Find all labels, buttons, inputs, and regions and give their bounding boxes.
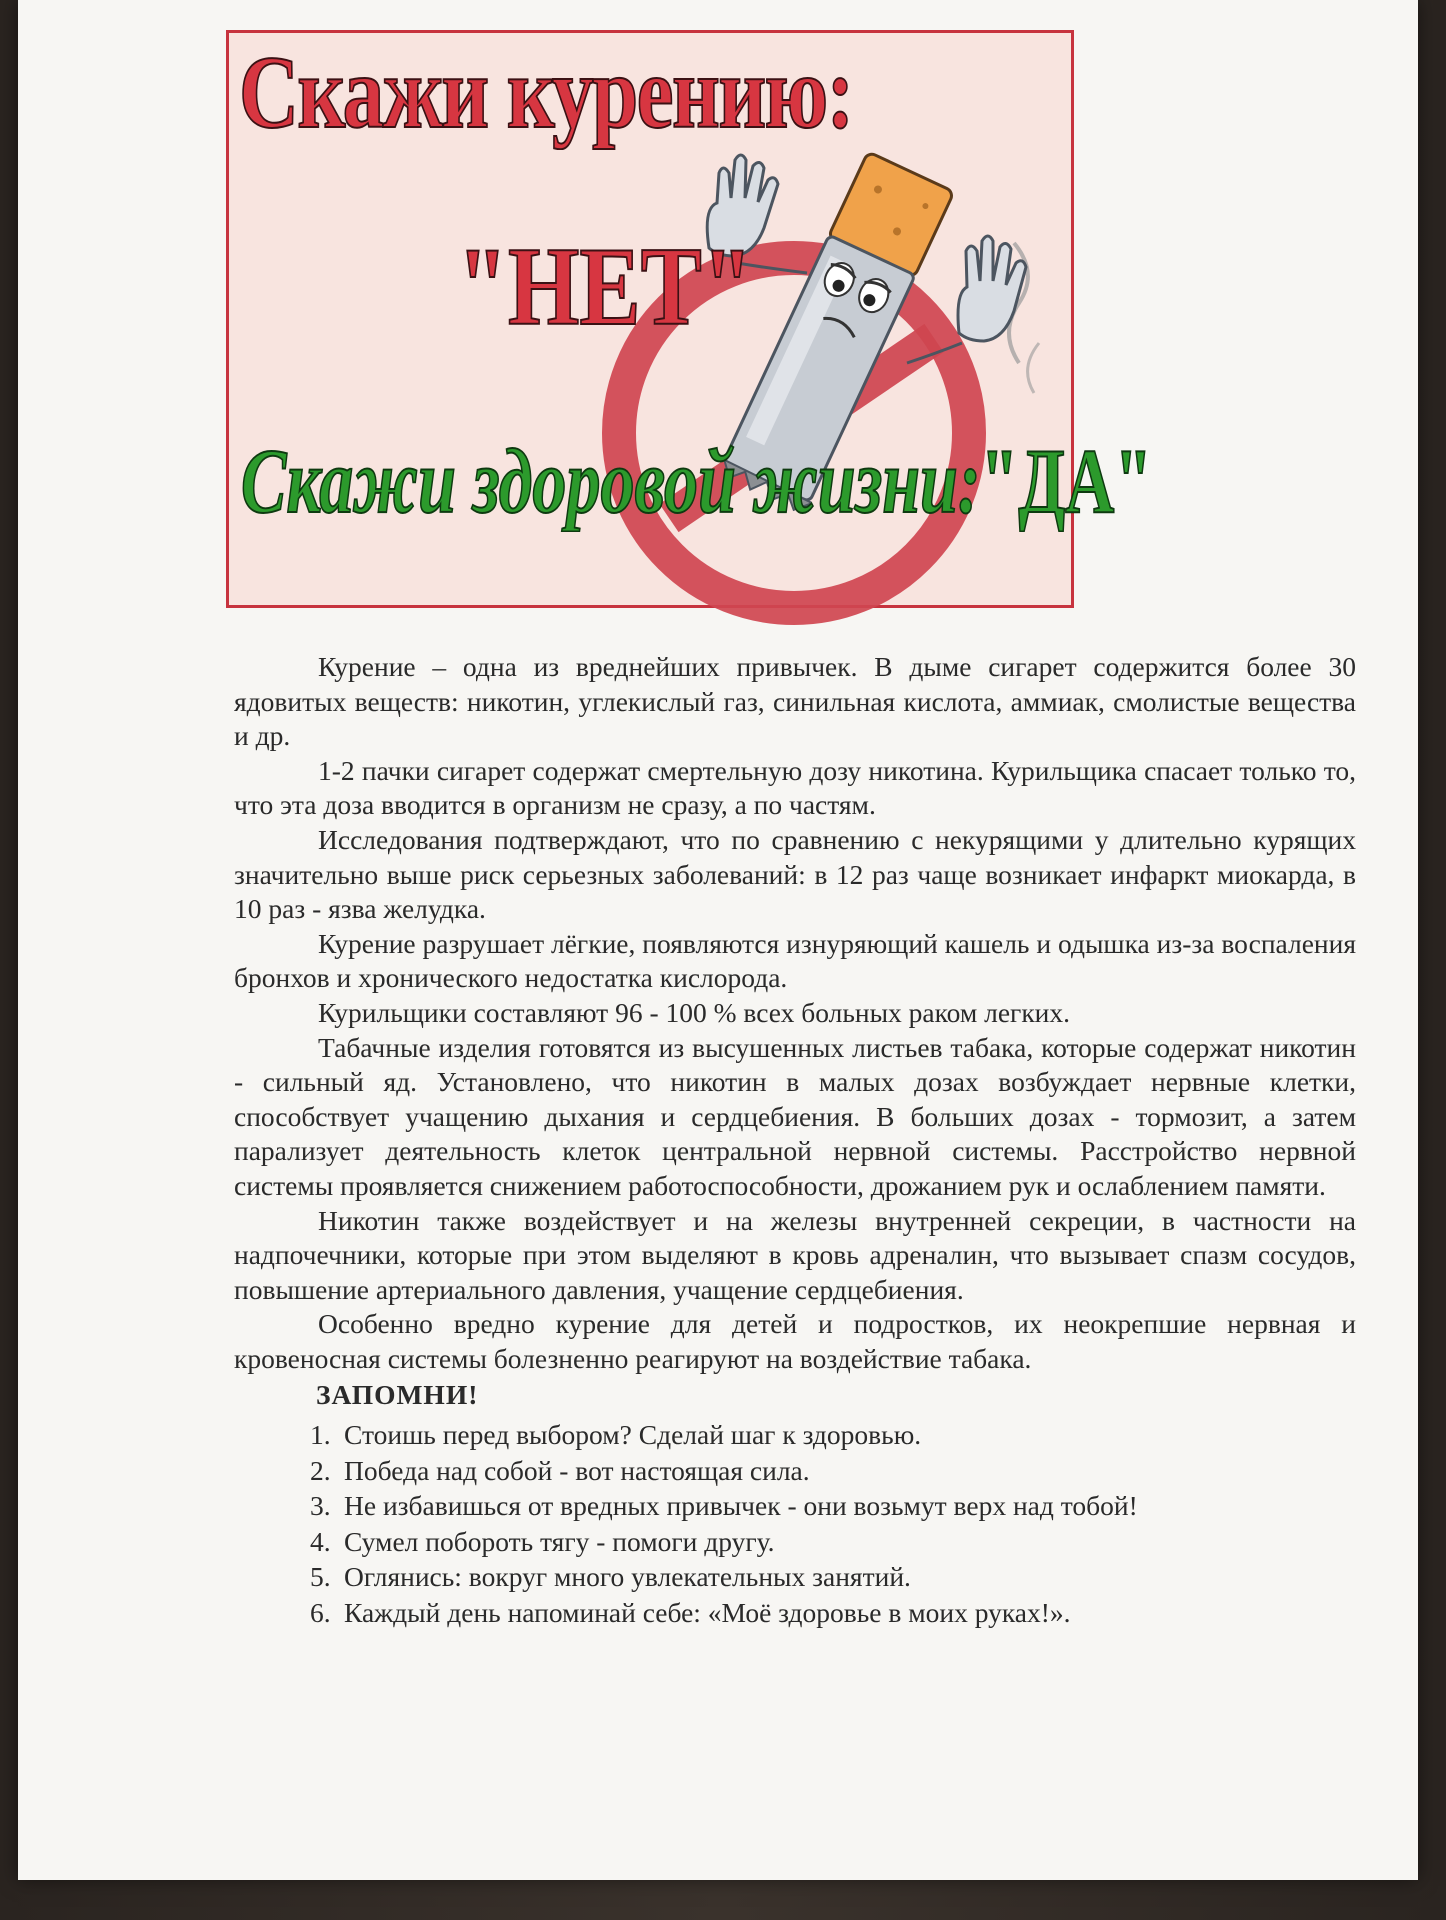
list-number: 3.	[310, 1490, 331, 1522]
paragraph: Табачные изделия готовятся из высушенных листьев табака, которые содержат никотин - сильный яд. Установлено, что никотин в малых дозах возбуждает нервные клетки, способствует учащению дыхания и сердцебиения. В больших дозах - тормозит, а затем парализует деятельность клеток центральной нервной системы. Расстройство нервной системы проявляется снижением работоспособности, дрожанием рук и ослаблением памяти.	[234, 1031, 1356, 1201]
remember-heading: ЗАПОМНИ!	[316, 1379, 479, 1411]
list-item	[310, 1524, 1356, 1560]
list-text: Сумел побороть тягу - помоги другу.	[344, 1525, 775, 1557]
poster-yes-line	[241, 428, 1152, 534]
list-item	[310, 1488, 1356, 1524]
paragraph: Курение разрушает лёгкие, появляются изнуряющий кашель и одышка из-за воспаления бронхов и хронического недостатка кислорода.	[234, 927, 1356, 994]
paragraph: Исследования подтверждают, что по сравнению с некурящими у длительно курящих значительно выше риск серьезных заболеваний: в 12 раз чаще возникает инфаркт миокарда, в 10 раз - язва желудка.	[234, 823, 1356, 925]
list-number: 6.	[310, 1596, 331, 1628]
poster-title: Скажи курению:	[239, 35, 853, 150]
paragraph: 1-2 пачки сигарет содержат смертельную дозу никотина. Курильщика спасает только то, что эта доза вводится в организм не сразу, а по частям.	[234, 754, 1356, 821]
list-text: Стоишь перед выбором? Сделай шаг к здоровью.	[344, 1419, 922, 1451]
list-number: 1.	[310, 1419, 331, 1451]
paper-sheet	[18, 0, 1418, 1880]
rules-list	[234, 1417, 1356, 1630]
list-item	[310, 1595, 1356, 1631]
poster-no-word: "НЕТ"	[457, 225, 753, 349]
anti-smoking-poster	[226, 30, 1153, 608]
list-item	[310, 1417, 1356, 1453]
list-text: Оглянись: вокруг много увлекательных занятий.	[344, 1561, 911, 1593]
list-text: Каждый день напоминай себе: «Моё здоровье в моих руках!».	[344, 1596, 1071, 1628]
list-item	[310, 1559, 1356, 1595]
article-body	[234, 650, 1356, 1630]
paragraph: Курильщики составляют 96 - 100 % всех больных раком легких.	[318, 996, 1071, 1028]
paragraph: Никотин также воздействует и на железы внутренней секреции, в частности на надпочечники, которые при этом выделяют в кровь адреналин, что вызывает спазм сосудов, повышение артериального давления, учащение сердцебиения.	[234, 1204, 1356, 1305]
list-number: 4.	[310, 1525, 331, 1557]
list-number: 2.	[310, 1454, 331, 1486]
poster-yes-word: "ДА"	[980, 430, 1153, 532]
list-number: 5.	[310, 1561, 331, 1593]
list-item	[310, 1453, 1356, 1489]
list-text: Победа над собой - вот настоящая сила.	[344, 1454, 810, 1486]
poster-yes-phrase: Скажи здоровой жизни:	[241, 430, 981, 532]
paragraph: Особенно вредно курение для детей и подростков, их неокрепшие нервная и кровеносная системы болезненно реагируют на воздействие табака.	[234, 1308, 1356, 1374]
list-text: Не избавишься от вредных привычек - они возьмут верх над тобой!	[344, 1490, 1138, 1522]
paragraph: Курение – одна из вреднейших привычек. В дыме сигарет содержится более 30 ядовитых веществ: никотин, углекислый газ, синильная кислота, аммиак, смолистые вещества и др.	[234, 651, 1356, 752]
